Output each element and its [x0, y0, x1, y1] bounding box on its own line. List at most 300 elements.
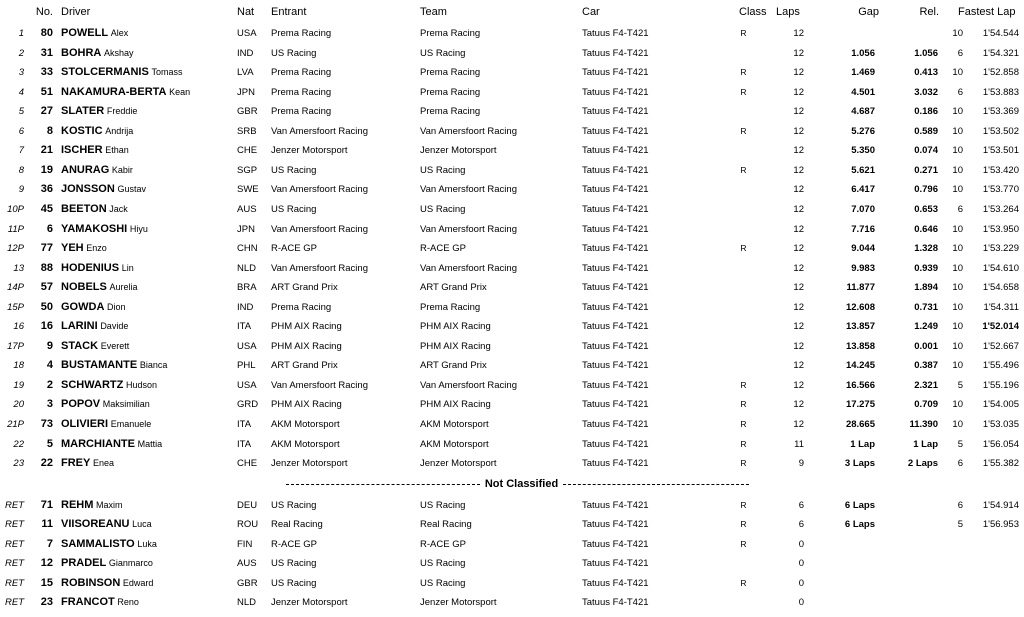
- nationality-cell: GBR: [237, 106, 258, 118]
- fastest-lap-time-cell: 1'52.667: [982, 340, 1019, 352]
- car-number-cell: 80: [40, 27, 53, 39]
- fastest-lap-number-cell: 10: [952, 360, 963, 372]
- car-number-cell: 71: [40, 498, 53, 511]
- car-number-cell: 3: [46, 398, 53, 411]
- table-row: [0, 259, 1024, 278]
- entrant-cell: Jenzer Motorsport: [271, 597, 348, 608]
- driver-cell: [61, 180, 146, 199]
- header-nat: Nat: [237, 6, 255, 18]
- table-row: [0, 535, 1024, 554]
- relative-gap-cell: 11.390: [909, 419, 938, 430]
- nationality-cell: JPN: [237, 223, 255, 235]
- table-row: [0, 180, 1024, 199]
- driver-firstname: Mattia: [137, 438, 163, 449]
- fastest-lap-time-cell: 1'54.005: [982, 399, 1019, 411]
- nationality-cell: SWE: [237, 184, 259, 196]
- fastest-lap-number-cell: 6: [957, 86, 963, 98]
- driver-surname: FREY: [61, 457, 91, 470]
- laps-cell: 0: [798, 538, 804, 550]
- position-cell: 13: [13, 262, 24, 274]
- car-number-cell: 7: [46, 537, 53, 550]
- not-classified-separator: [0, 475, 1024, 494]
- header-entrant: Entrant: [271, 6, 307, 18]
- driver-cell: [61, 496, 123, 515]
- car-cell: Tatuus F4-T421: [582, 47, 649, 59]
- laps-cell: 12: [793, 86, 804, 98]
- driver-surname: STACK: [61, 339, 99, 352]
- laps-cell: 12: [793, 67, 804, 79]
- relative-gap-cell: 0.387: [914, 360, 938, 372]
- fastest-lap-number-cell: 10: [952, 125, 963, 137]
- car-number-cell: 19: [40, 163, 53, 176]
- car-cell: Tatuus F4-T421: [582, 538, 649, 550]
- gap-cell: 5.621: [851, 164, 875, 176]
- car-number-cell: 45: [40, 202, 53, 215]
- car-cell: Tatuus F4-T421: [582, 243, 649, 255]
- entrant-cell: PHM AIX Racing: [271, 399, 342, 411]
- driver-firstname: Bianca: [139, 360, 168, 371]
- nationality-cell: CHE: [237, 145, 258, 157]
- driver-surname: HODENIUS: [61, 261, 120, 274]
- nationality-cell: CHN: [237, 243, 258, 255]
- position-cell: 11P: [7, 223, 24, 235]
- fastest-lap-number-cell: 10: [952, 106, 963, 118]
- driver-firstname: Maxim: [96, 499, 123, 510]
- class-cell: R: [740, 458, 747, 469]
- driver-firstname: Kabir: [111, 164, 133, 175]
- driver-cell: [61, 239, 107, 258]
- table-row: [0, 337, 1024, 356]
- nationality-cell: IND: [237, 47, 254, 59]
- laps-cell: 12: [793, 28, 804, 39]
- entrant-cell: R-ACE GP: [271, 243, 317, 255]
- fastest-lap-time-cell: 1'53.770: [982, 184, 1019, 196]
- driver-cell: [61, 259, 134, 278]
- entrant-cell: Jenzer Motorsport: [271, 145, 348, 157]
- relative-gap-cell: 0.001: [914, 340, 938, 352]
- gap-cell: 13.857: [845, 321, 875, 333]
- entrant-cell: Prema Racing: [271, 106, 332, 118]
- fastest-lap-time-cell: 1'53.883: [982, 86, 1019, 98]
- driver-cell: [61, 554, 153, 573]
- fastest-lap-time-cell: 1'55.196: [982, 379, 1019, 391]
- gap-cell: 7.070: [851, 203, 875, 215]
- nationality-cell: FIN: [237, 538, 253, 550]
- driver-firstname: Luca: [132, 519, 152, 529]
- driver-surname: BOHRA: [61, 46, 102, 59]
- position-cell: 23: [13, 458, 24, 470]
- relative-gap-cell: 0.653: [914, 203, 938, 215]
- table-row: [0, 376, 1024, 395]
- nationality-cell: ITA: [237, 419, 252, 430]
- table-row: [0, 395, 1024, 414]
- position-cell: 5: [18, 106, 24, 118]
- nationality-cell: CHE: [237, 458, 258, 470]
- driver-surname: BEETON: [61, 202, 107, 215]
- team-cell: AKM Motorsport: [420, 419, 489, 430]
- car-cell: Tatuus F4-T421: [582, 145, 649, 157]
- entrant-cell: Prema Racing: [271, 28, 332, 39]
- car-cell: Tatuus F4-T421: [582, 499, 649, 511]
- driver-cell: [61, 83, 190, 102]
- fastest-lap-time-cell: 1'52.014: [982, 321, 1019, 333]
- car-number-cell: 36: [40, 183, 53, 196]
- entrant-cell: US Racing: [271, 577, 317, 589]
- fastest-lap-number-cell: 10: [952, 340, 963, 352]
- table-row: [0, 515, 1024, 534]
- table-row: [0, 83, 1024, 102]
- team-cell: Van Amersfoort Racing: [420, 125, 517, 137]
- driver-firstname: Aurelia: [109, 282, 138, 293]
- position-cell: 10P: [7, 203, 24, 215]
- fastest-lap-time-cell: 1'55.496: [982, 360, 1019, 372]
- class-cell: R: [740, 243, 747, 254]
- position-cell: 3: [18, 67, 24, 79]
- header-car: Car: [582, 6, 600, 18]
- gap-cell: 16.566: [845, 379, 875, 391]
- driver-surname: YAMAKOSHI: [61, 222, 128, 235]
- car-cell: Tatuus F4-T421: [582, 419, 649, 430]
- driver-surname: SAMMALISTO: [61, 537, 135, 550]
- driver-cell: [61, 535, 157, 554]
- gap-cell: 6.417: [851, 184, 875, 196]
- position-cell: 18: [13, 360, 24, 372]
- fastest-lap-number-cell: 6: [957, 499, 963, 511]
- position-cell: 21P: [7, 419, 24, 430]
- laps-cell: 12: [793, 125, 804, 137]
- fastest-lap-number-cell: 10: [952, 243, 963, 255]
- laps-cell: 6: [798, 519, 804, 530]
- position-cell: RET: [5, 538, 24, 550]
- position-cell: 9: [18, 184, 24, 196]
- fastest-lap-number-cell: 10: [952, 145, 963, 157]
- class-cell: R: [740, 538, 747, 549]
- entrant-cell: ART Grand Prix: [271, 360, 338, 372]
- fastest-lap-number-cell: 10: [952, 321, 963, 333]
- team-cell: Prema Racing: [420, 301, 481, 313]
- nationality-cell: GRD: [237, 399, 259, 411]
- car-cell: Tatuus F4-T421: [582, 458, 649, 470]
- team-cell: ART Grand Prix: [420, 282, 487, 294]
- driver-firstname: Andrija: [105, 125, 134, 136]
- driver-firstname: Hiyu: [129, 223, 148, 234]
- driver-cell: [61, 376, 157, 395]
- table-row: [0, 141, 1024, 160]
- car-number-cell: 73: [40, 418, 53, 430]
- fastest-lap-number-cell: 6: [957, 458, 963, 470]
- fastest-lap-number-cell: 10: [952, 67, 963, 79]
- header-no: No.: [35, 6, 53, 18]
- nationality-cell: USA: [237, 340, 257, 352]
- laps-cell: 12: [793, 164, 804, 176]
- driver-surname: ANURAG: [61, 163, 110, 176]
- driver-firstname: Luka: [137, 538, 157, 549]
- entrant-cell: Prema Racing: [271, 67, 332, 79]
- driver-firstname: Freddie: [106, 106, 138, 117]
- class-cell: R: [740, 164, 747, 175]
- fastest-lap-number-cell: 5: [957, 519, 963, 530]
- position-cell: RET: [5, 558, 24, 569]
- laps-cell: 6: [798, 499, 804, 511]
- fastest-lap-number-cell: 10: [952, 223, 963, 235]
- team-cell: Jenzer Motorsport: [420, 145, 497, 157]
- nationality-cell: PHL: [237, 360, 256, 372]
- driver-firstname: Kean: [169, 86, 191, 97]
- driver-firstname: Jack: [109, 203, 128, 214]
- relative-gap-cell: 3.032: [914, 86, 938, 98]
- nationality-cell: AUS: [237, 203, 257, 215]
- laps-cell: 12: [793, 282, 804, 294]
- nationality-cell: ITA: [237, 438, 252, 450]
- car-number-cell: 9: [46, 339, 53, 352]
- driver-surname: NOBELS: [61, 281, 107, 294]
- position-cell: RET: [5, 499, 24, 511]
- entrant-cell: Van Amersfoort Racing: [271, 125, 368, 137]
- position-cell: RET: [5, 577, 24, 589]
- entrant-cell: US Racing: [271, 47, 317, 59]
- driver-firstname: Hudson: [125, 379, 157, 390]
- entrant-cell: AKM Motorsport: [271, 438, 340, 450]
- team-cell: Van Amersfoort Racing: [420, 379, 517, 391]
- gap-cell: 13.858: [845, 340, 875, 352]
- position-cell: 14P: [7, 282, 24, 294]
- table-row: [0, 317, 1024, 336]
- car-number-cell: 31: [40, 46, 53, 59]
- fastest-lap-time-cell: 1'54.610: [982, 262, 1019, 274]
- driver-cell: [61, 574, 153, 593]
- gap-cell: 5.350: [851, 145, 875, 157]
- header-team: Team: [420, 6, 447, 18]
- driver-firstname: Tomass: [151, 67, 183, 78]
- table-row: [0, 44, 1024, 63]
- car-cell: Tatuus F4-T421: [582, 379, 649, 391]
- laps-cell: 12: [793, 203, 804, 215]
- car-cell: Tatuus F4-T421: [582, 577, 649, 589]
- fastest-lap-time-cell: 1'54.914: [982, 499, 1019, 511]
- team-cell: Prema Racing: [420, 106, 481, 118]
- entrant-cell: Van Amersfoort Racing: [271, 184, 368, 196]
- gap-cell: 4.687: [851, 106, 875, 118]
- fastest-lap-time-cell: 1'53.264: [982, 203, 1019, 215]
- laps-cell: 12: [793, 340, 804, 352]
- gap-cell: 17.275: [845, 399, 875, 411]
- car-cell: Tatuus F4-T421: [582, 301, 649, 313]
- laps-cell: 0: [798, 558, 804, 569]
- gap-cell: 6 Laps: [844, 499, 875, 511]
- laps-cell: 12: [793, 419, 804, 430]
- fastest-lap-number-cell: 10: [952, 399, 963, 411]
- laps-cell: 12: [793, 379, 804, 391]
- entrant-cell: Real Racing: [271, 519, 323, 530]
- driver-cell: [61, 122, 133, 141]
- nationality-cell: GBR: [237, 577, 258, 589]
- driver-surname: JONSSON: [61, 183, 115, 196]
- table-row: [0, 454, 1024, 473]
- fastest-lap-time-cell: 1'53.369: [982, 106, 1019, 118]
- team-cell: US Racing: [420, 47, 466, 59]
- position-cell: 8: [18, 164, 24, 176]
- position-cell: 20: [13, 399, 24, 411]
- laps-cell: 12: [793, 399, 804, 411]
- driver-surname: PRADEL: [61, 557, 107, 569]
- entrant-cell: ART Grand Prix: [271, 282, 338, 294]
- team-cell: US Racing: [420, 558, 466, 569]
- driver-firstname: Enea: [92, 458, 115, 469]
- team-cell: Van Amersfoort Racing: [420, 184, 517, 196]
- driver-surname: POPOV: [61, 398, 101, 411]
- position-cell: 6: [18, 125, 24, 137]
- fastest-lap-time-cell: 1'53.950: [982, 223, 1019, 235]
- car-number-cell: 27: [40, 105, 53, 118]
- separator-label: Not Classified: [484, 478, 559, 490]
- fastest-lap-time-cell: 1'53.420: [982, 164, 1019, 176]
- relative-gap-cell: 0.074: [914, 145, 938, 157]
- entrant-cell: Prema Racing: [271, 86, 332, 98]
- relative-gap-cell: 0.186: [914, 106, 938, 118]
- relative-gap-cell: 0.939: [914, 262, 938, 274]
- driver-cell: [61, 298, 126, 317]
- gap-cell: 9.983: [851, 262, 875, 274]
- driver-surname: MARCHIANTE: [61, 437, 135, 450]
- car-number-cell: 21: [40, 144, 53, 157]
- car-cell: Tatuus F4-T421: [582, 597, 649, 608]
- driver-firstname: Ethan: [105, 145, 129, 156]
- nationality-cell: IND: [237, 301, 254, 313]
- gap-cell: 3 Laps: [844, 458, 875, 470]
- header-fastest-lap: Fastest Lap: [958, 6, 1016, 18]
- header-laps: Laps: [776, 6, 800, 18]
- car-cell: Tatuus F4-T421: [582, 223, 649, 235]
- driver-firstname: Edward: [122, 577, 154, 588]
- nationality-cell: USA: [237, 379, 257, 391]
- team-cell: ART Grand Prix: [420, 360, 487, 372]
- gap-cell: 5.276: [851, 125, 875, 137]
- driver-surname: FRANCOT: [61, 596, 115, 608]
- class-cell: R: [740, 86, 747, 97]
- nationality-cell: SGP: [237, 164, 258, 176]
- relative-gap-cell: 0.731: [914, 301, 938, 313]
- car-cell: Tatuus F4-T421: [582, 340, 649, 352]
- driver-surname: SLATER: [61, 105, 105, 118]
- team-cell: PHM AIX Racing: [420, 340, 491, 352]
- class-cell: R: [740, 438, 747, 449]
- relative-gap-cell: 0.271: [914, 164, 938, 176]
- position-cell: 7: [18, 145, 24, 157]
- table-row: [0, 574, 1024, 593]
- fastest-lap-time-cell: 1'53.035: [982, 419, 1019, 430]
- table-row: [0, 122, 1024, 141]
- header-driver: Driver: [61, 6, 91, 18]
- driver-surname: REHM: [61, 498, 94, 511]
- class-cell: R: [740, 399, 747, 410]
- driver-firstname: Maksimilian: [102, 399, 150, 410]
- driver-cell: [61, 102, 137, 121]
- driver-surname: GOWDA: [61, 300, 105, 313]
- laps-cell: 12: [793, 360, 804, 372]
- driver-surname: SCHWARTZ: [61, 378, 124, 391]
- driver-surname: OLIVIERI: [61, 418, 109, 430]
- position-cell: 4: [18, 86, 24, 98]
- laps-cell: 12: [793, 223, 804, 235]
- driver-cell: [61, 24, 128, 43]
- laps-cell: 12: [793, 243, 804, 255]
- car-number-cell: 15: [40, 576, 53, 589]
- position-cell: 2: [18, 47, 24, 59]
- team-cell: Prema Racing: [420, 86, 481, 98]
- relative-gap-cell: 0.709: [914, 399, 938, 411]
- entrant-cell: Van Amersfoort Racing: [271, 379, 368, 391]
- header-row: [0, 3, 1024, 22]
- gap-cell: 9.044: [851, 243, 875, 255]
- team-cell: R-ACE GP: [420, 243, 466, 255]
- car-number-cell: 77: [40, 242, 53, 255]
- table-row: [0, 496, 1024, 515]
- position-cell: 19: [13, 379, 24, 391]
- gap-cell: 1.469: [851, 67, 875, 79]
- fastest-lap-number-cell: 10: [952, 262, 963, 274]
- team-cell: US Racing: [420, 577, 466, 589]
- relative-gap-cell: 1.249: [914, 321, 938, 333]
- class-cell: R: [740, 419, 747, 429]
- driver-surname: YEH: [61, 242, 84, 255]
- nationality-cell: JPN: [237, 86, 255, 98]
- fastest-lap-time-cell: 1'53.229: [982, 243, 1019, 255]
- nationality-cell: NLD: [237, 262, 257, 274]
- class-cell: R: [740, 28, 747, 38]
- driver-surname: NAKAMURA-BERTA: [61, 85, 167, 98]
- laps-cell: 12: [793, 321, 804, 333]
- fastest-lap-number-cell: 6: [957, 203, 963, 215]
- fastest-lap-number-cell: 6: [957, 47, 963, 59]
- relative-gap-cell: 1.328: [914, 243, 938, 255]
- car-cell: Tatuus F4-T421: [582, 125, 649, 137]
- car-number-cell: 12: [40, 557, 53, 569]
- driver-surname: KOSTIC: [61, 124, 103, 137]
- driver-firstname: Akshay: [103, 47, 134, 58]
- car-cell: Tatuus F4-T421: [582, 86, 649, 98]
- car-cell: Tatuus F4-T421: [582, 399, 649, 411]
- car-number-cell: 4: [46, 359, 53, 372]
- laps-cell: 12: [793, 106, 804, 118]
- table-row: [0, 415, 1024, 434]
- team-cell: Van Amersfoort Racing: [420, 223, 517, 235]
- driver-cell: [61, 515, 152, 534]
- driver-surname: STOLCERMANIS: [61, 66, 149, 79]
- driver-firstname: Reno: [117, 597, 139, 607]
- entrant-cell: R-ACE GP: [271, 538, 317, 550]
- driver-surname: VIISOREANU: [61, 518, 130, 530]
- separator-line-left: [286, 484, 480, 485]
- table-row: [0, 593, 1024, 612]
- driver-surname: POWELL: [61, 27, 109, 39]
- nationality-cell: BRA: [237, 282, 257, 294]
- laps-cell: 12: [793, 262, 804, 274]
- team-cell: Jenzer Motorsport: [420, 458, 497, 470]
- separator-line-right: [563, 484, 749, 485]
- fastest-lap-number-cell: 10: [952, 419, 963, 430]
- table-row: [0, 435, 1024, 454]
- car-number-cell: 5: [46, 437, 53, 450]
- driver-cell: [61, 435, 162, 454]
- team-cell: Real Racing: [420, 519, 472, 530]
- nationality-cell: AUS: [237, 558, 257, 569]
- driver-cell: [61, 395, 150, 414]
- gap-cell: 7.716: [851, 223, 875, 235]
- entrant-cell: US Racing: [271, 164, 317, 176]
- relative-gap-cell: 0.646: [914, 223, 938, 235]
- driver-cell: [61, 356, 167, 375]
- driver-cell: [61, 161, 133, 180]
